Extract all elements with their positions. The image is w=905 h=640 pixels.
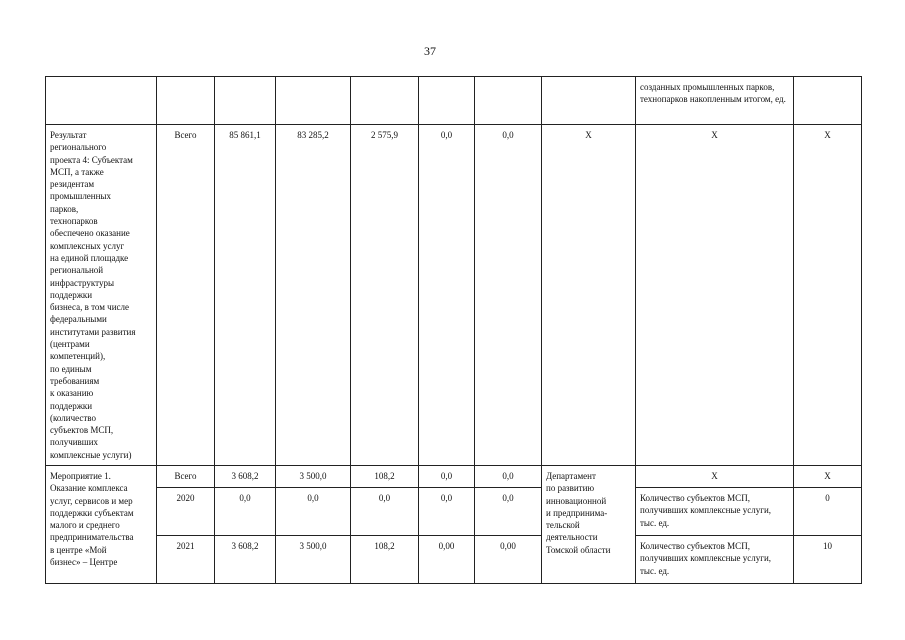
text-line: на единой площадке [50,252,129,263]
event-total: 0,0 [215,488,276,536]
event-total: 3 608,2 [215,466,276,488]
text-line: поддержки [50,400,93,411]
event-v2: 0,0 [351,488,419,536]
result-name [46,125,157,466]
continuation-row [46,77,862,125]
text-line: региональной [50,265,104,276]
text-line: МСП, а также [50,166,104,177]
event-name [46,466,157,584]
text-line: услуг, сервисов и мер [50,495,133,506]
cell-name [46,77,157,125]
text-line: и предпринима- [546,507,608,518]
event-row-2021 [46,536,862,584]
text-line: субъектов МСП, [50,425,114,436]
event-row-2020 [46,488,862,536]
page-number: 37 [424,44,436,58]
text-line: Департамент [546,471,596,481]
event-value: 10 [794,536,862,584]
result-v1: 83 285,2 [276,125,351,466]
text-line: бизнеса, в том числе [50,302,129,313]
text-line: обеспечено оказание [50,228,130,239]
text-line: требованиям [50,375,100,386]
event-row-total [46,466,862,488]
text-line: инфраструктуры [50,277,114,288]
text-line: получивших [50,437,99,448]
indicator-text: созданных промышленных парков, технопарков накопленным итогом, ед. [636,77,794,125]
text-line: комплексных услуг [50,240,125,251]
event-v2: 108,2 [351,536,419,584]
text-line: проекта 4: Субъектам [50,154,133,165]
text-line: к оказанию [50,388,94,399]
result-v4: 0,0 [475,125,542,466]
event-v4: 0,0 [475,466,542,488]
event-v2: 108,2 [351,466,419,488]
result-total: 85 861,1 [215,125,276,466]
text-line: технопарков [50,216,98,227]
cell-year [157,77,215,125]
text-line: инновационной [546,495,607,506]
cell-executor [542,77,636,125]
result-row [46,125,862,466]
event-v1: 0,0 [276,488,351,536]
text-line: по единым [50,363,92,374]
text-line: деятельности [546,532,598,543]
cell-v2 [351,77,419,125]
text-line: Мероприятие 1. [50,471,111,481]
text-line: Результат [50,130,87,140]
text-line: предпринимательства [50,532,134,543]
result-v2: 2 575,9 [351,125,419,466]
event-v4: 0,00 [475,536,542,584]
event-v3: 0,0 [419,488,475,536]
budget-table [45,76,862,584]
cell-v1 [276,77,351,125]
event-value: Х [794,466,862,488]
text-line: тельской [546,520,580,531]
result-v3: 0,0 [419,125,475,466]
event-v4: 0,0 [475,488,542,536]
text-line: резидентам [50,179,95,190]
event-v1: 3 500,0 [276,466,351,488]
result-value: Х [794,125,862,466]
text-line: федеральными [50,314,107,325]
text-line: поддержки [50,289,93,300]
event-executor [542,466,636,584]
event-total: 3 608,2 [215,536,276,584]
text-line: компетенций), [50,351,106,362]
text-line: парков, [50,203,79,214]
result-indicator: Х [636,125,794,466]
event-indicator: Количество субъектов МСП, получивших комплексные услуги, тыс. ед. [636,536,794,584]
event-value: 0 [794,488,862,536]
cell-v4 [475,77,542,125]
event-year: Всего [157,466,215,488]
cell-v3 [419,77,475,125]
text-line: (центрами [50,339,90,350]
cell-total [215,77,276,125]
event-v1: 3 500,0 [276,536,351,584]
text-line: по развитию [546,483,595,494]
text-line: Оказание комплекса [50,483,128,494]
result-executor: Х [542,125,636,466]
text-line: промышленных [50,191,111,202]
text-line: поддержки субъектам [50,507,134,518]
text-line: Томской области [546,544,611,555]
event-indicator: Х [636,466,794,488]
text-line: регионального [50,142,107,153]
text-line: комплексные услуги) [50,449,132,460]
event-v3: 0,0 [419,466,475,488]
text-line: институтами развития [50,326,136,337]
text-line: малого и среднего [50,520,120,531]
text-line: в центре «Мой [50,544,107,555]
event-year: 2020 [157,488,215,536]
text-line: бизнес» – Центре [50,557,118,568]
event-indicator: Количество субъектов МСП, получивших комплексные услуги, тыс. ед. [636,488,794,536]
cell-value [794,77,862,125]
result-year: Всего [157,125,215,466]
text-line: (количество [50,412,96,423]
event-year: 2021 [157,536,215,584]
event-v3: 0,00 [419,536,475,584]
